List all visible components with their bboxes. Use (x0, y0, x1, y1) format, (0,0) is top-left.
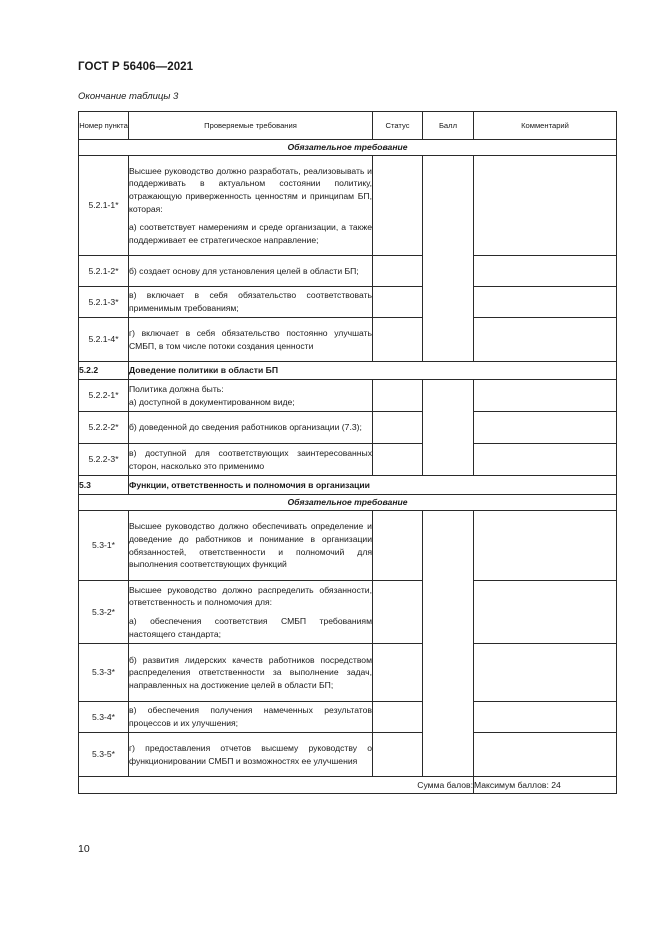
row-number: 5.2.1-4* (79, 318, 129, 362)
requirement-text: в) доступной для соответствующих заинтересованных сторон, насколько это применимо (129, 444, 373, 476)
requirement-text: в) обеспечения получения намеченных результатов процессов и их улучшения; (129, 702, 373, 733)
requirement-text (129, 581, 373, 644)
total-row (79, 777, 617, 794)
row-number: 5.2.1-2* (79, 256, 129, 287)
status-cell[interactable] (373, 444, 423, 476)
table-row (79, 733, 617, 777)
row-number: 5.2.2-2* (79, 412, 129, 444)
mandatory-label: Обязательное требование (79, 495, 617, 511)
section-row (79, 476, 617, 495)
status-cell[interactable] (373, 644, 423, 702)
requirement-paragraph: Высшее руководство должно разработать, реализовывать и поддерживать в актуальном состоянии политику, отражающую приверженность ценностям и принципам БП, которая: (129, 165, 372, 214)
comment-cell[interactable] (474, 644, 617, 702)
table-row (79, 256, 617, 287)
comment-cell[interactable] (474, 511, 617, 581)
requirements-table (78, 111, 617, 794)
row-number: 5.3-5* (79, 733, 129, 777)
table-row (79, 156, 617, 256)
requirement-paragraph: а) обеспечения соответствия СМБП требованиям настоящего стандарта; (129, 616, 372, 639)
requirement-text: Высшее руководство должно обеспечивать определение и доведение до работников и понимание в организации обязанностей, ответственности и полномочий для выполнения соответствующих функций (129, 511, 373, 581)
table-row (79, 511, 617, 581)
sum-label: Сумма балов: (79, 777, 474, 794)
row-number: 5.3-3* (79, 644, 129, 702)
section-title: Доведение политики в области БП (129, 362, 617, 380)
mandatory-row (79, 140, 617, 156)
row-number: 5.3-4* (79, 702, 129, 733)
comment-cell[interactable] (474, 256, 617, 287)
requirement-text: б) создает основу для установления целей в области БП; (129, 256, 373, 287)
comment-cell[interactable] (474, 702, 617, 733)
requirement-text: б) развития лидерских качеств работников посредством распределения ответственности за выполнение задач, направленных на достижение целей в области БП; (129, 644, 373, 702)
status-cell[interactable] (373, 581, 423, 644)
requirement-paragraph: а) соответствует намерениям и среде организации, а также поддерживает ее стратегическое направление; (129, 222, 372, 245)
table-header-row (79, 112, 617, 140)
requirement-paragraph: Политика должна быть: (129, 383, 224, 394)
comment-cell[interactable] (474, 733, 617, 777)
requirement-text (129, 380, 373, 412)
status-cell[interactable] (373, 380, 423, 412)
status-cell[interactable] (373, 511, 423, 581)
row-number: 5.2.1-3* (79, 287, 129, 318)
comment-cell[interactable] (474, 581, 617, 644)
max-score: Максимум баллов: 24 (474, 777, 617, 794)
mandatory-label: Обязательное требование (79, 140, 617, 156)
status-cell[interactable] (373, 287, 423, 318)
table-row (79, 581, 617, 644)
requirement-text: б) доведенной до сведения работников организации (7.3); (129, 412, 373, 444)
score-cell[interactable] (423, 156, 474, 362)
table-row (79, 318, 617, 362)
section-number: 5.3 (79, 476, 129, 495)
table-row (79, 412, 617, 444)
requirement-text: г) предоставления отчетов высшему руководству о функционировании СМБП и возможностях ее улучшения (129, 733, 373, 777)
comment-cell[interactable] (474, 412, 617, 444)
row-number: 5.3-1* (79, 511, 129, 581)
comment-cell[interactable] (474, 380, 617, 412)
table-row (79, 444, 617, 476)
row-number: 5.2.2-3* (79, 444, 129, 476)
col-header-number: Номер пункта (79, 112, 129, 140)
comment-cell[interactable] (474, 156, 617, 256)
col-header-comment: Комментарий (474, 112, 617, 140)
col-header-score: Балл (423, 112, 474, 140)
table-caption: Окончание таблицы 3 (78, 91, 179, 102)
comment-cell[interactable] (474, 444, 617, 476)
status-cell[interactable] (373, 733, 423, 777)
row-number: 5.2.1-1* (79, 156, 129, 256)
status-cell[interactable] (373, 156, 423, 256)
requirement-text (129, 156, 373, 256)
page-number: 10 (78, 843, 90, 855)
section-number: 5.2.2 (79, 362, 129, 380)
section-row (79, 362, 617, 380)
table-row (79, 287, 617, 318)
mandatory-row (79, 495, 617, 511)
status-cell[interactable] (373, 412, 423, 444)
table-row (79, 380, 617, 412)
comment-cell[interactable] (474, 287, 617, 318)
section-title: Функции, ответственность и полномочия в организации (129, 476, 617, 495)
requirement-text: в) включает в себя обязательство соответствовать применимым требованиям; (129, 287, 373, 318)
requirement-paragraph: Высшее руководство должно распределить обязанности, ответственность и полномочия для: (129, 584, 372, 608)
col-header-status: Статус (373, 112, 423, 140)
status-cell[interactable] (373, 702, 423, 733)
row-number: 5.3-2* (79, 581, 129, 644)
requirement-paragraph: а) доступной в документированном виде; (129, 396, 295, 407)
score-cell[interactable] (423, 380, 474, 476)
table-row (79, 644, 617, 702)
status-cell[interactable] (373, 318, 423, 362)
requirement-text: г) включает в себя обязательство постоянно улучшать СМБП, в том числе потоки создания ценности (129, 318, 373, 362)
row-number: 5.2.2-1* (79, 380, 129, 412)
score-cell[interactable] (423, 511, 474, 777)
table-row (79, 702, 617, 733)
document-header: ГОСТ Р 56406—2021 (78, 61, 194, 73)
col-header-requirements: Проверяемые требования (129, 112, 373, 140)
comment-cell[interactable] (474, 318, 617, 362)
status-cell[interactable] (373, 256, 423, 287)
